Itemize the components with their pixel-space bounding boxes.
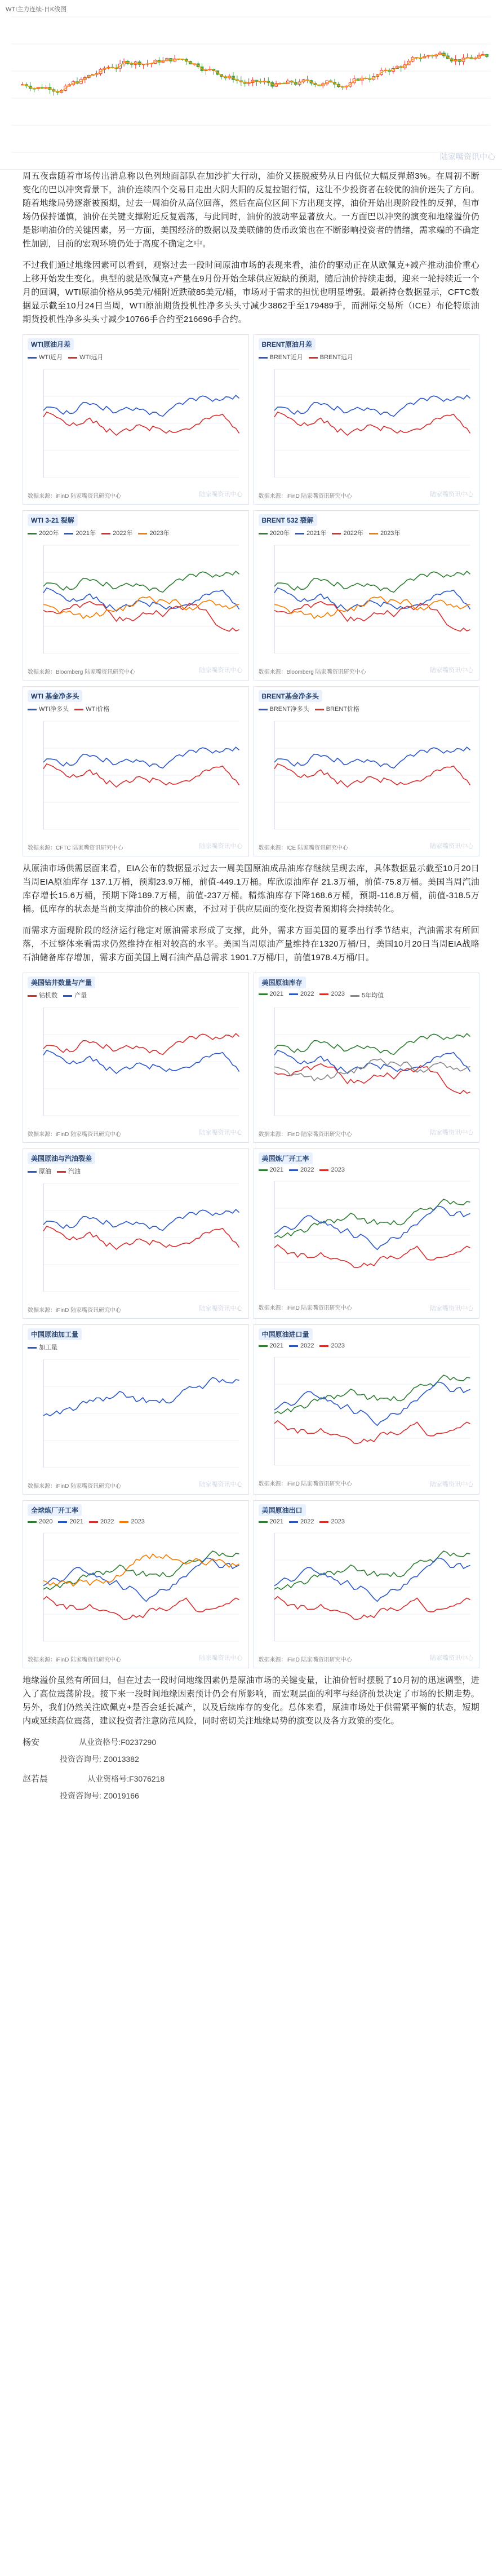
chart-watermark: 陆家嘴资讯中心 — [199, 1129, 243, 1136]
paragraph-2: 不过我们通过地缘因素可以看到，观察过去一段时间原油市场的表现来看，油价的驱动正在从欧佩克+减产推动油价重心上移开始发生变化。典型的就是欧佩克+产量在9月份开始全球供应短缺的预期，随后油价持续走弱，迎来一轮持续近一个月的回调，WTI原油价格从95美元/桶附近跌破85美元/桶，市场对于需求的担忧也明显增强。最新持仓数据显示，CFTC数据显示截至10月24日当周，WTI原油期货投机性净多头头寸减少3862手至179489手，而洲际交易所（ICE）布伦特原油期货投机性净多头头寸减少10766手合约至216696手合约。 — [23, 260, 479, 324]
series-3 — [274, 1064, 470, 1094]
chart-grid-5 — [23, 1148, 479, 1319]
hero-watermark: 陆家嘴资讯中心 — [440, 152, 495, 161]
chart-svg — [28, 541, 244, 665]
series-1 — [43, 1033, 239, 1054]
chart-watermark: 陆家嘴资讯中心 — [199, 1481, 243, 1488]
series-1 — [43, 747, 239, 768]
chart-title: WTI 基金净多头 — [28, 690, 244, 702]
chart-title: 美国炼厂开工率 — [259, 1152, 475, 1164]
chart-title: 中国原油加工量 — [28, 1328, 244, 1340]
chart-wti-crack — [23, 510, 249, 681]
legend: 原油 汽油 — [28, 1167, 244, 1176]
chart-watermark: 陆家嘴资讯中心 — [430, 667, 473, 674]
series-1 — [274, 571, 470, 592]
chart-svg — [28, 717, 244, 841]
chart-watermark: 陆家嘴资讯中心 — [430, 1481, 473, 1488]
legend: 2021 2022 2023 — [259, 1342, 475, 1349]
chart-china-processing — [23, 1324, 249, 1495]
chart-us-crack-spread — [23, 1148, 249, 1319]
chart-us-exports — [254, 1500, 480, 1668]
author-1: 杨安 从业资格号:F0237290 — [23, 1738, 157, 1747]
chart-source: 数据来源：iFinD 陆家嘴资讯研究中心 — [258, 1132, 352, 1138]
chart-brent-crack — [254, 510, 480, 681]
hero-svg — [0, 0, 502, 169]
series-1 — [43, 395, 239, 416]
chart-grid-7 — [23, 1500, 479, 1668]
chart-source: 数据来源：iFinD 陆家嘴资讯研究中心 — [28, 1657, 122, 1663]
chart-source: 数据来源：Bloomberg 陆家嘴资讯研究中心 — [28, 669, 136, 675]
chart-source: 数据来源：iFinD 陆家嘴资讯研究中心 — [28, 1483, 122, 1490]
legend: 钻机数 产量 — [28, 991, 244, 1000]
series-2 — [274, 1207, 470, 1250]
chart-watermark: 陆家嘴资讯中心 — [430, 491, 473, 498]
chart-brent-net-long — [254, 686, 480, 856]
chart-source: 数据来源：iFinD 陆家嘴资讯研究中心 — [258, 1481, 352, 1487]
chart-title: WTI 3-21 裂解 — [28, 514, 244, 526]
chart-source: 数据来源：iFinD 陆家嘴资讯研究中心 — [28, 493, 122, 500]
chart-grid-4 — [23, 973, 479, 1143]
series-2 — [43, 1558, 239, 1602]
author-2: 赵若晨 从业资格号:F3076218 — [23, 1774, 165, 1784]
series-2 — [274, 1558, 470, 1602]
series-1 — [43, 1377, 239, 1416]
chart-wti-net-long — [23, 686, 249, 856]
chart-watermark: 陆家嘴资讯中心 — [199, 491, 243, 498]
series-1 — [274, 395, 470, 416]
chart-watermark: 陆家嘴资讯中心 — [430, 843, 473, 850]
chart-china-imports — [254, 1324, 480, 1495]
chart-title: BRENT原油月差 — [259, 338, 475, 350]
chart-title: 美国原油与汽油裂差 — [28, 1152, 244, 1164]
author-2-cert: 投资咨询号: Z0019166 — [60, 1791, 139, 1800]
chart-title: 美国钻井数量与产量 — [28, 977, 244, 988]
legend: 2021 2022 2023 5年均值 — [259, 991, 475, 1000]
chart-us-refinery-utilization — [254, 1148, 480, 1319]
chart-source: 数据来源：iFinD 陆家嘴资讯研究中心 — [258, 493, 352, 500]
chart-watermark: 陆家嘴资讯中心 — [199, 667, 243, 674]
series-1 — [43, 571, 239, 592]
chart-svg — [259, 717, 475, 841]
chart-watermark: 陆家嘴资讯中心 — [430, 1655, 473, 1662]
chart-svg — [259, 1353, 475, 1477]
series-1 — [43, 1209, 239, 1230]
authors — [0, 1736, 502, 1817]
chart-source: 数据来源：iFinD 陆家嘴资讯研究中心 — [258, 1657, 352, 1663]
legend: BRENT近月 BRENT远月 — [259, 352, 475, 361]
series-3 — [274, 1421, 470, 1443]
chart-wti-spread — [23, 334, 249, 505]
chart-svg — [259, 1003, 475, 1127]
chart-grid-6 — [23, 1324, 479, 1495]
chart-grid-1 — [23, 334, 479, 505]
legend: 2020年 2021年 2022年 2023年 — [259, 528, 475, 537]
chart-title: 全球炼厂开工率 — [28, 1504, 244, 1516]
chart-title: 美国原油出口 — [259, 1504, 475, 1516]
chart-svg — [259, 1177, 475, 1301]
chart-title: WTI原油月差 — [28, 338, 244, 350]
legend: 2021 2022 2023 — [259, 1167, 475, 1173]
chart-source: 数据来源：Bloomberg 陆家嘴资讯研究中心 — [258, 669, 366, 675]
series-1 — [274, 1033, 470, 1054]
series-3 — [274, 1245, 470, 1267]
hero-candlestick-chart — [0, 0, 502, 170]
chart-source: 数据来源：CFTC 陆家嘴资讯研究中心 — [28, 845, 123, 851]
legend: WTI近月 WTI远月 — [28, 352, 244, 361]
series-3 — [274, 1597, 470, 1619]
chart-svg — [259, 365, 475, 489]
chart-source: 数据来源：iFinD 陆家嘴资讯研究中心 — [258, 1305, 352, 1311]
chart-title: 美国原油库存 — [259, 977, 475, 988]
paragraph-3: 从原油市场供需层面来看，EIA公布的数据显示过去一周美国原油成品油库存继续呈现去库，具体数据显示截至10月20日当周EIA原油库存 137.1万桶，预期23.9万桶，前值-449.1万桶。库欣原油库存 21.3万桶，前值-75.8万桶。美国当周汽油库存增长15.6万桶，预期下降189.7万桶，前值-237万桶。精炼油库存下降168.6万桶，预期-116.8万桶，前值-318.5万桶。低库存的状态是当前支撑油价的核心因素，不过对于供应层面的变化投资者预期将会持续转化。 — [23, 864, 479, 914]
legend: WTI净多头 WTI价格 — [28, 704, 244, 713]
paragraph-1: 周五夜盘随着市场传出消息称以色列地面部队在加沙扩大行动，油价又摆脱疲势从日内低位大幅反弹超3%。在周初不断变化的巴以冲突背景下，油价连续四个交易日走出大阴大阳的反复拉锯行情，这让不少投资者在较优的油价迷失了方向。随着地缘局势逐渐被预期，过去一周油价从高位回落，然后在高位区间下方出现支撑，油价开始出现阶段性的反弹，但市场仍保持谨慎，油价在关键支撑附近反复震荡，与此同时，油价的波动率显著放大。一方面巴以冲突的演变和地缘溢价仍是影响油价的关键因素，另一方面，美国经济的数据以及美联储的货币政策也在不断影响投资者的情绪，需求端的不确定性加剧，目前的宏观环境仍处于高度不确定之中。 — [23, 171, 479, 249]
legend: 2020 2021 2022 2023 — [28, 1518, 244, 1525]
closing-paragraph: 地缘溢价虽然有所回归，但在过去一段时间地缘因素仍是原油市场的关键变量，让油价暂时摆脱了10月初的迅速调整，进入了高位震荡阶段。接下来一段时间地缘因素预计仍会有所影响，而宏观层面的利率与经济前景决定了市场的长期走势。另外，我们仍然关注欧佩克+是否会延长减产，以及后续库存的变化。总体来看，原油市场处于供需紧平衡的状态，短期内或延续高位震荡，建议投资者注意防范风险，同时密切关注地缘局势的演变以及各方政策的变化。 — [23, 1676, 479, 1726]
chart-svg — [28, 1355, 244, 1479]
chart-svg — [28, 365, 244, 489]
chart-watermark: 陆家嘴资讯中心 — [199, 1305, 243, 1312]
chart-grid-2 — [23, 510, 479, 681]
legend: BRENT净多头 BRENT价格 — [259, 704, 475, 713]
chart-watermark: 陆家嘴资讯中心 — [430, 1129, 473, 1136]
chart-watermark: 陆家嘴资讯中心 — [199, 1655, 243, 1662]
chart-svg — [28, 1179, 244, 1303]
chart-source: 数据来源：ICE 陆家嘴资讯研究中心 — [258, 845, 348, 851]
chart-title: BRENT基金净多头 — [259, 690, 475, 702]
series-3 — [274, 602, 470, 631]
series-2 — [274, 1382, 470, 1426]
chart-watermark: 陆家嘴资讯中心 — [199, 843, 243, 850]
chart-title: 中国原油进口量 — [259, 1328, 475, 1340]
legend: 加工量 — [28, 1342, 244, 1351]
chart-us-crude-inventory — [254, 973, 480, 1143]
chart-svg — [259, 1528, 475, 1652]
content — [0, 170, 502, 1728]
series-1 — [274, 747, 470, 768]
chart-global-refinery — [23, 1500, 249, 1668]
chart-svg — [28, 1003, 244, 1127]
chart-source: 数据来源：iFinD 陆家嘴资讯研究中心 — [28, 1307, 122, 1314]
series-3 — [43, 602, 239, 631]
chart-us-rig-output — [23, 973, 249, 1143]
chart-title: BRENT 532 裂解 — [259, 514, 475, 526]
author-1-cert: 投资咨询号: Z0013382 — [60, 1755, 139, 1764]
series-3 — [43, 1597, 239, 1619]
chart-source: 数据来源：iFinD 陆家嘴资讯研究中心 — [28, 1132, 122, 1138]
legend: 2021 2022 2023 — [259, 1518, 475, 1525]
chart-svg — [259, 541, 475, 665]
legend: 2020年 2021年 2022年 2023年 — [28, 528, 244, 537]
paragraph-4: 而需求方面现阶段的经济运行稳定对原油需求形成了支撑，此外，需求方面美国的夏季出行季节结束，汽油需求有所回落，不过整体来看需求仍然维持在相对较高的水平。美国当周原油产量维持在1320万桶/日，美国10月20日当周EIA战略石油储备库存增加，需求方面美国上周石油产品总需求 1901.7万桶/日，前值1978.4万桶/日。 — [23, 926, 479, 962]
chart-grid-3 — [23, 686, 479, 856]
chart-svg — [28, 1528, 244, 1652]
hero-label: WTI主力连续-日K线图 — [6, 6, 67, 13]
chart-watermark: 陆家嘴资讯中心 — [430, 1305, 473, 1312]
chart-brent-spread — [254, 334, 480, 505]
